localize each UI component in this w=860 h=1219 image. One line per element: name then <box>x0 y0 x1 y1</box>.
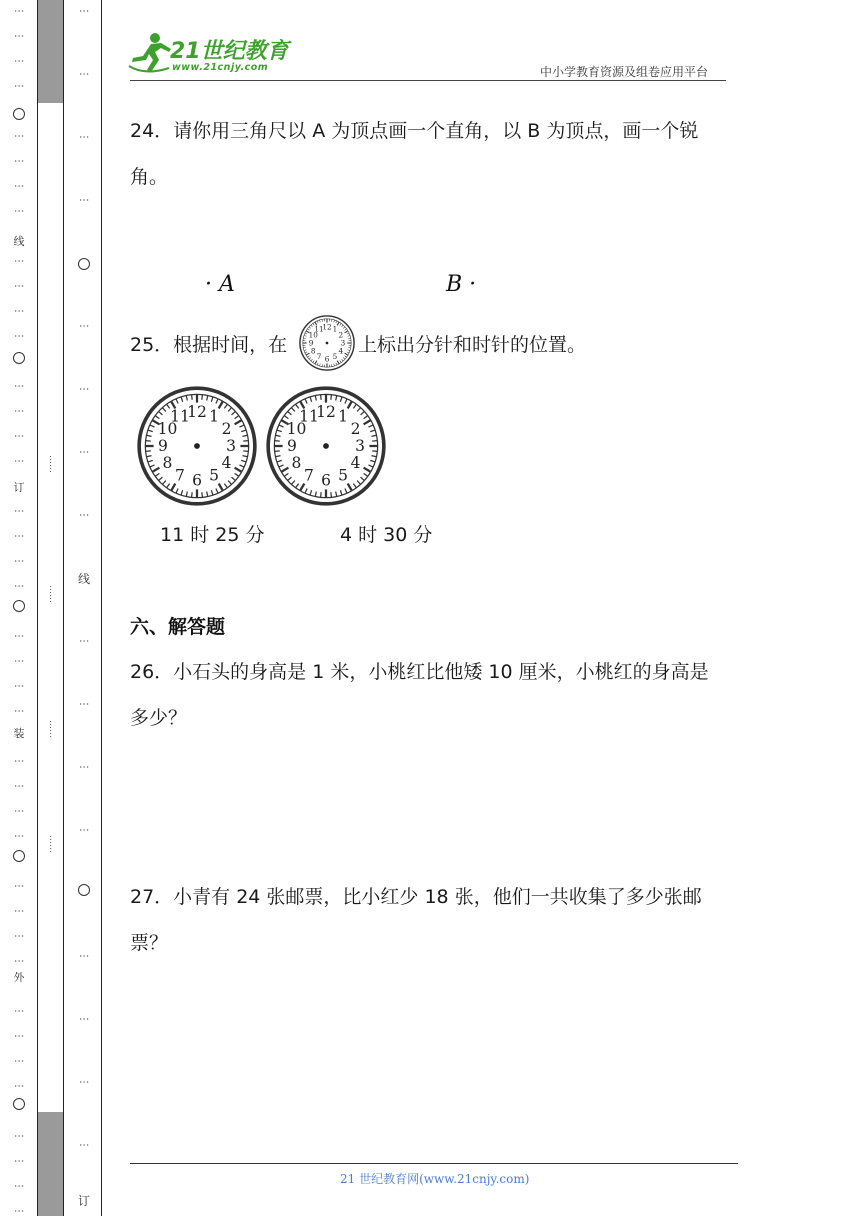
margin-circle-mark <box>13 850 25 862</box>
margin-circle-mark <box>13 352 25 364</box>
clock-number: 2 <box>222 420 232 438</box>
margin-label: 外 <box>13 972 25 984</box>
margin-dots: ⋮ <box>13 281 24 294</box>
clock-caption-2: 4 时 30 分 <box>340 520 432 547</box>
minute-tick <box>202 395 203 400</box>
margin-dots: ⋮ <box>13 31 24 44</box>
margin-dots: ⋮ <box>13 1181 24 1194</box>
margin-dots: ⋮ <box>13 806 24 819</box>
clock-center-dot <box>326 342 329 345</box>
clock-number: 5 <box>338 467 348 485</box>
clock-number: 9 <box>287 437 297 455</box>
inner-margin-dots: ⋮ <box>78 1140 89 1153</box>
margin-dots: ⋮ <box>13 1081 24 1094</box>
minute-tick <box>372 451 377 452</box>
margin-dots: ⋮ <box>13 6 24 19</box>
margin-dots: ⋮ <box>13 581 24 594</box>
minute-tick <box>243 451 248 452</box>
inner-margin-dots: ⋮ <box>78 636 89 649</box>
clock-number: 11 <box>314 325 323 334</box>
band-dots-4: …… <box>46 835 57 853</box>
clock-number: 7 <box>175 467 185 485</box>
clock-number: 11 <box>170 408 190 426</box>
clock-number: 7 <box>317 352 322 361</box>
clock-number: 4 <box>339 346 344 355</box>
margin-label: 订 <box>13 482 25 494</box>
margin-dots: ⋮ <box>13 656 24 669</box>
margin-dots: ⋮ <box>13 531 24 544</box>
clock-number: 5 <box>333 352 338 361</box>
minute-tick <box>372 441 377 442</box>
margin-dots: ⋮ <box>13 906 24 919</box>
clock-number: 9 <box>158 437 168 455</box>
margin-dots: ⋮ <box>13 156 24 169</box>
section-title: 六、解答题 <box>130 612 225 639</box>
minute-tick <box>192 395 193 400</box>
clock-number: 1 <box>333 325 338 334</box>
margin-dots: ⋮ <box>13 1056 24 1069</box>
minute-tick <box>275 451 280 452</box>
margin-band-top-block <box>38 0 63 103</box>
minute-tick <box>331 395 332 400</box>
inner-circle-mark <box>78 258 90 270</box>
clock-number: 5 <box>209 467 219 485</box>
margin-dots: ⋮ <box>13 506 24 519</box>
margin-dots: ⋮ <box>13 1006 24 1019</box>
clock-number: 3 <box>226 437 236 455</box>
band-dots-2: …… <box>46 585 57 603</box>
clock-number: 6 <box>321 471 331 489</box>
margin-dots: ⋮ <box>13 206 24 219</box>
minute-tick <box>331 492 332 497</box>
logo-url: www.21cnjy.com <box>172 62 268 73</box>
runner-logo-icon <box>125 30 175 78</box>
q27-line1: 27．小青有 24 张邮票，比小红少 18 张，他们一共收集了多少张邮 <box>130 882 702 909</box>
clock-number: 8 <box>292 454 302 472</box>
margin-dots: ⋮ <box>13 331 24 344</box>
margin-dots: ⋮ <box>13 1131 24 1144</box>
minute-tick <box>146 451 151 452</box>
clock-number: 12 <box>322 322 331 331</box>
inner-margin-dots: ⋮ <box>78 699 89 712</box>
inner-margin-dots: ⋮ <box>78 384 89 397</box>
margin-dots: ⋮ <box>13 956 24 969</box>
clock-number: 2 <box>351 420 361 438</box>
inner-margin-dots: ⋮ <box>78 132 89 145</box>
margin-dots: ⋮ <box>13 406 24 419</box>
inner-margin-border <box>101 0 102 1216</box>
margin-dots: ⋮ <box>13 756 24 769</box>
margin-dots: ⋮ <box>13 681 24 694</box>
clock-number: 7 <box>304 467 314 485</box>
q27-line2: 票？ <box>130 928 168 955</box>
margin-band <box>38 0 63 1216</box>
q25-text-after: 上标出分针和时针的位置。 <box>358 330 586 357</box>
minute-tick <box>321 395 322 400</box>
margin-label: 线 <box>13 236 25 248</box>
margin-band-bottom-block <box>38 1112 63 1216</box>
minute-tick <box>243 441 248 442</box>
margin-dots: ⋮ <box>13 256 24 269</box>
margin-dots: ⋮ <box>13 1206 24 1219</box>
inner-margin-dots: ⋮ <box>78 762 89 775</box>
minute-tick <box>202 492 203 497</box>
footer-text: 21 世纪教育网(www.21cnjy.com) <box>340 1170 529 1187</box>
inner-margin-dots: ⋮ <box>78 447 89 460</box>
clock-number: 3 <box>355 437 365 455</box>
margin-dots: ⋮ <box>13 931 24 944</box>
margin-dots: ⋮ <box>13 56 24 69</box>
minute-tick <box>321 492 322 497</box>
clock-number: 12 <box>316 403 336 421</box>
margin-dots: ⋮ <box>13 881 24 894</box>
inner-margin-dots: ⋮ <box>78 510 89 523</box>
inner-margin-dots: ⋮ <box>78 69 89 82</box>
margin-dots: ⋮ <box>13 1156 24 1169</box>
inner-margin-dots: ⋮ <box>78 825 89 838</box>
band-dots-1: …… <box>46 455 57 473</box>
margin-label: 装 <box>13 728 25 740</box>
margin-dots: ⋮ <box>13 1031 24 1044</box>
clock-number: 1 <box>338 408 348 426</box>
clock-number: 12 <box>187 403 207 421</box>
q26-line2: 多少？ <box>130 703 187 730</box>
clock-number: 8 <box>311 346 316 355</box>
inner-margin-dots: ⋮ <box>78 1077 89 1090</box>
margin-circle-mark <box>13 1098 25 1110</box>
margin-dots: ⋮ <box>13 381 24 394</box>
clock-number: 10 <box>158 420 178 438</box>
inner-margin-dots: ⋮ <box>78 6 89 19</box>
inner-margin-dots: ⋮ <box>78 1014 89 1027</box>
band-dots-3: …… <box>46 720 57 738</box>
inner-margin-label: 订 <box>77 1192 91 1209</box>
inner-margin-label: 线 <box>77 570 91 587</box>
clock-face-1 <box>135 384 259 512</box>
clock-number: 6 <box>192 471 202 489</box>
header-rule <box>130 80 726 81</box>
margin-dots: ⋮ <box>13 81 24 94</box>
clock-center-dot <box>323 443 329 449</box>
clock-face-2 <box>264 384 388 512</box>
q26-line1: 26．小石头的身高是 1 米，小桃红比他矮 10 厘米，小桃红的身高是 <box>130 657 709 684</box>
logo-text: 21世纪教育 <box>170 34 289 65</box>
inner-margin-dots: ⋮ <box>78 951 89 964</box>
clock-number: 9 <box>309 338 314 347</box>
clock-number: 1 <box>209 408 219 426</box>
inner-circle-mark <box>78 884 90 896</box>
minute-tick <box>192 492 193 497</box>
minute-tick <box>146 441 151 442</box>
minute-tick <box>275 441 280 442</box>
clock-number: 4 <box>222 454 232 472</box>
margin-dots: ⋮ <box>13 706 24 719</box>
clock-center-dot <box>194 443 200 449</box>
margin-band-border <box>63 0 64 1216</box>
clock-number: 8 <box>163 454 173 472</box>
clock-caption-1: 11 时 25 分 <box>160 520 264 547</box>
clock-number: 3 <box>341 338 346 347</box>
clock-number: 6 <box>325 354 330 363</box>
margin-dots: ⋮ <box>13 831 24 844</box>
margin-dots: ⋮ <box>13 781 24 794</box>
margin-dots: ⋮ <box>13 306 24 319</box>
footer-rule <box>130 1163 738 1164</box>
clock-number: 2 <box>339 330 344 339</box>
clock-number: 10 <box>309 330 319 339</box>
margin-dots: ⋮ <box>13 556 24 569</box>
margin-dots: ⋮ <box>13 431 24 444</box>
inner-margin-dots: ⋮ <box>78 195 89 208</box>
point-a-label: · A <box>205 272 235 297</box>
clock-number: 10 <box>287 420 307 438</box>
q25-text-before: 25．根据时间，在 <box>130 330 287 357</box>
point-b-label: B · <box>446 272 476 297</box>
inline-clock-icon <box>298 314 356 376</box>
margin-dots: ⋮ <box>13 456 24 469</box>
margin-circle-mark <box>13 108 25 120</box>
clock-number: 11 <box>299 408 319 426</box>
inner-margin-dots: ⋮ <box>78 321 89 334</box>
margin-dots: ⋮ <box>13 181 24 194</box>
q24-line2: 角。 <box>130 162 168 189</box>
q24-line1: 24．请你用三角尺以 A 为顶点画一个直角，以 B 为顶点，画一个锐 <box>130 116 698 143</box>
margin-dots: ⋮ <box>13 131 24 144</box>
clock-number: 4 <box>351 454 361 472</box>
margin-circle-mark <box>13 600 25 612</box>
margin-dots: ⋮ <box>13 631 24 644</box>
header-platform-text: 中小学教育资源及组卷应用平台 <box>540 63 708 80</box>
